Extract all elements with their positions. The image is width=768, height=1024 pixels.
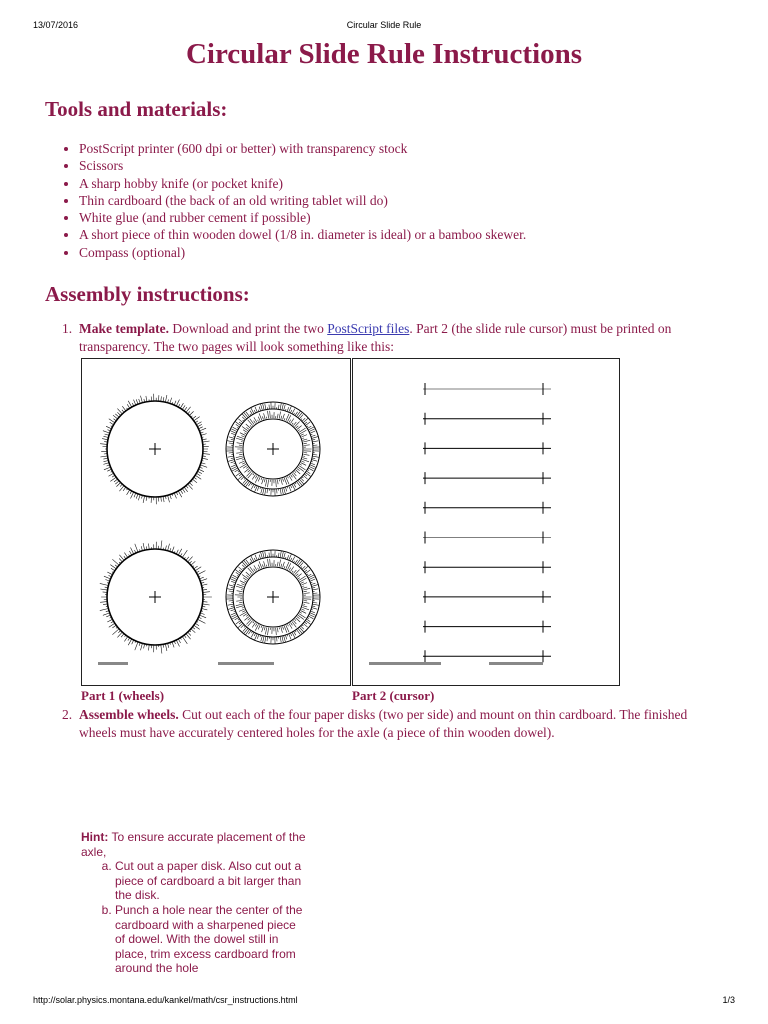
- tools-list: [62, 140, 526, 261]
- list-item: • White glue (and rubber cement if possible): [79, 209, 526, 226]
- print-date: 13/07/2016: [33, 20, 79, 30]
- center-mark: [149, 591, 161, 603]
- cursor-drawing: [353, 359, 619, 685]
- step-1: [62, 320, 722, 355]
- step-2: [62, 706, 722, 741]
- hint-intro: To ensure accurate placement of the axle,: [81, 830, 306, 859]
- print-url: http://solar.physics.montana.edu/kankel/math/csr_instructions.html: [33, 995, 298, 1005]
- tools-heading: Tools and materials:: [45, 97, 228, 121]
- center-mark: [267, 443, 279, 455]
- cursor-template-image: [352, 358, 620, 686]
- caption-part2: Part 2 (cursor): [352, 688, 435, 703]
- list-item: a. Cut out a paper disk. Also cut out a piece of cardboard a bit larger than the disk.: [115, 859, 306, 903]
- wheel-disks: [100, 394, 320, 654]
- hint-box: [81, 830, 306, 976]
- list-item: • Scissors: [79, 157, 526, 174]
- wheels-template-image: [81, 358, 351, 686]
- list-item: • PostScript printer (600 dpi or better) with transparency stock: [79, 140, 526, 157]
- center-mark: [149, 443, 161, 455]
- step-text: Cut out each of the four paper disks (two per side) and mount on thin cardboard. The finished wheels must have accurately centered holes for the axle (a piece of thin wooden dowel).: [79, 707, 688, 740]
- footnote-mark: [218, 662, 274, 665]
- step-text: . Part 2 (the slide rule cursor) must be printed on transparency. The two pages will look something like this:: [79, 321, 672, 354]
- center-mark: [267, 591, 279, 603]
- print-page-number: 1/3: [722, 995, 735, 1005]
- footnote-mark: [369, 662, 441, 665]
- list-item: b. Punch a hole near the center of the cardboard with a sharpened piece of dowel. With the dowel still in place, trim excess cardboard from around the hole: [115, 903, 306, 976]
- list-item: • Compass (optional): [79, 244, 526, 261]
- list-item: • A short piece of thin wooden dowel (1/8 in. diameter is ideal) or a bamboo skewer.: [79, 226, 526, 243]
- cursor-strips: [423, 383, 551, 662]
- step-title: Make template.: [79, 321, 169, 336]
- step-number: 1.: [62, 321, 73, 336]
- page-title: Circular Slide Rule Instructions: [185, 38, 583, 70]
- list-item: • A sharp hobby knife (or pocket knife): [79, 175, 526, 192]
- footnote-mark: [489, 662, 543, 665]
- footnote-mark: [98, 662, 128, 665]
- assembly-heading: Assembly instructions:: [45, 282, 250, 306]
- step-text: Download and print the two: [168, 321, 328, 336]
- print-title: Circular Slide Rule: [346, 20, 422, 30]
- list-item: • Thin cardboard (the back of an old writing tablet will do): [79, 192, 526, 209]
- hint-steps: [81, 859, 306, 976]
- step-title: Assemble wheels.: [79, 707, 179, 722]
- step-number: 2.: [62, 707, 73, 722]
- hint-label: Hint:: [81, 830, 109, 844]
- caption-part1: Part 1 (wheels): [81, 688, 165, 703]
- postscript-files-link[interactable]: PostScript files: [327, 321, 410, 336]
- wheels-drawing: [82, 359, 350, 685]
